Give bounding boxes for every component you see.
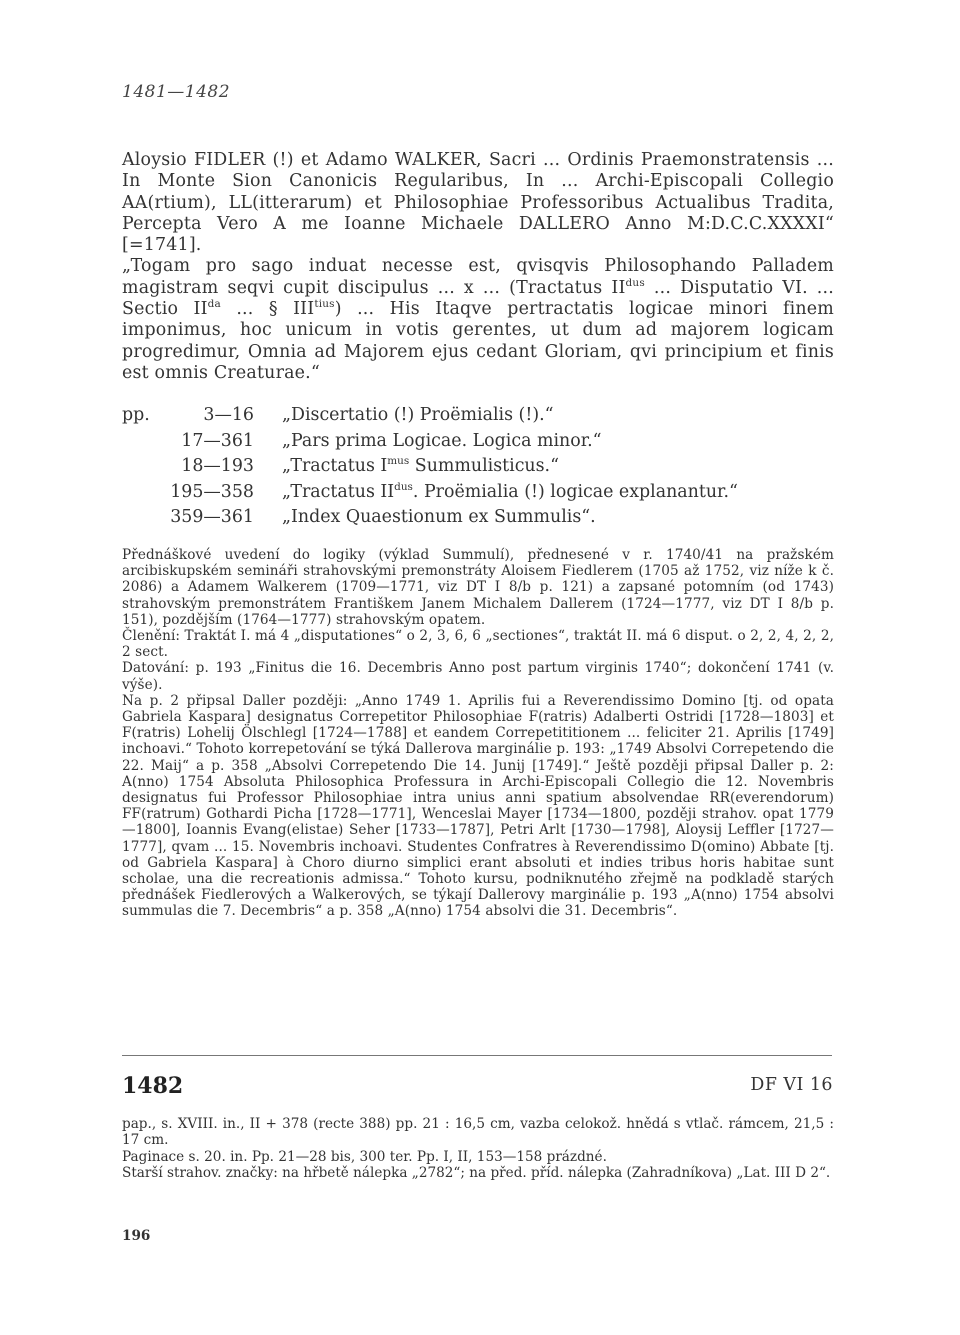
commentary-paragraph: Přednáškové uvedení do logiky (výklad Summulí), přednesené v r. 1740/41 na pražském arcibiskupském semináři strahovskými premonstráty Aloisem Fiedlerem (1705 až 1752, viz níže k č. 2086) a Adamem Walkerem (1709—1771, viz DT I 8/b p. 121) a zapsané potomním (od 1743) strahovským premonstrátem Františkem Janem Michalem Dallerem (1724—1777, viz DT I 8/b p. 151), pozdějším (1764—1777) strahovským opatem.: [122, 547, 834, 628]
section-title: „Discertatio (!) Proëmialis (!).“: [282, 405, 554, 425]
contents-row: [122, 429, 834, 455]
running-head: 1481—1482: [122, 82, 231, 102]
incipit-explicit-paragraph: „Togam pro sago induat necesse est, qvisqvis Philosophando Palladem magistram seqvi cupit discipulus ... x ... (Tractatus $II^{dus}$ ... Disputatio VI. ... Sectio $II^{da}$ ... § $III^{tius}$) ... His Itaqve pertractatis logicae minori finem imponimus, hoc unicum in votis gerentes, ut dum ad majorem logicam progredimur, Omnia ad Majorem ejus cedant Gloriam, qvi principium et finis est omnis Creaturae.“: [122, 256, 834, 383]
page-number: 196: [122, 1228, 151, 1244]
page-range: 359—361: [170, 507, 254, 527]
contents-table: [122, 403, 834, 531]
description-line: Starší strahov. značky: na hřbetě nálepka „2782“; na před. příd. nálepka (Zahradníkova) „Lat. III D 2“.: [122, 1165, 831, 1182]
description-line: Paginace s. 20. in. Pp. 21—28 bis, 300 ter. Pp. I, II, 153—158 prázdné.: [122, 1148, 607, 1165]
entry-divider: [122, 1055, 832, 1056]
commentary-paragraph: Na p. 2 připsal Daller později: „Anno 1749 1. Aprilis fui a Reverendissimo Domino [tj. od opata Gabriela Kaspara] designatus Correpetitor Philosophiae F(ratris) Adalberti Ostridi [1728—1803] et F(ratris) Lohelij Ölschlegl [1724—1788] et eandem Correpetititionem ... feliciter 21. Aprilis [1749] inchoavi.“ Tohoto korrepetování se týká Dallerova marginálie p. 193: „1749 Absolvi Correpetendo die 22. Maij“ a p. 358 „Absolvi Correpetendo Die 14. Junij [1749].“ Ještě později připsal Daller p. 2: A(nno) 1754 Absoluta Philosophica Professura in Archi-Episcopali Collegio die 12. Novembris designatus fui Professor Philosophiae intra unius anni spatium absolvendae RR(everendorum) FF(ratrum) Gothardi Picha [1728—1771], Wenceslai Mayer [1734—1800, později strahov. opat 1779—1800], Ioannis Evang(elistae) Seher [1733—1787], Petri Arlt [1730—1798], Aloysij Leffler [1727—1777], qvam ... 15. Novembris inchoavi. Studentes Confratres à Reverendissimo D(omino) Abbate [tj. od Gabriela Kaspara] à Choro diurno simplici erant absoluti et indies tribus horis habitae sunt scholae, una die recreationis admissa.“ Tohoto kursu, podniknutého zřejmě na podkladě starých přednášek Fiedlerových a Walkerových, se týkají Dallerovy marginálie p. 193 „A(nno) 1754 absolvi summulas die 7. Decembris“ a p. 358 „A(nno) 1754 absolvi die 31. Decembris“.: [122, 692, 834, 920]
page-range: 3—16: [203, 405, 254, 425]
section-title: „Pars prima Logicae. Logica minor.“: [282, 430, 602, 451]
section-title: „Tractatus $I^{mus}$ Summulisticus.“: [282, 455, 559, 476]
page-range: 17—361: [181, 430, 254, 451]
section-title: „Tractatus $II^{dus}$. Proëmialia (!) logicae explanantur.“: [282, 480, 738, 502]
pages-prefix: pp.: [122, 405, 150, 425]
description-line: pap., s. XVIII. in., II + 378 (recte 388) pp. 21 : 16,5 cm, vazba celokož. hnědá s vtlač. rámcem, 21,5 : 17 cm.: [122, 1116, 834, 1149]
contents-row: [122, 505, 834, 531]
page-range: 195—358: [170, 481, 254, 502]
commentary-paragraph: Členění: Traktát I. má 4 „disputationes“ o 2, 3, 6, 6 „sectiones“, traktát II. má 6 disput. o 2, 2, 4, 2, 2, 2 sect.: [122, 628, 834, 661]
manuscript-title-text: [122, 150, 834, 384]
dedication-paragraph: Aloysio FIDLER (!) et Adamo WALKER, Sacri ... Ordinis Praemonstratensis ... In Monte Sion Canonicis Regularibus, In ... Archi-Episcopali Collegio AA(rtium), LL(itterarum) et Philosophiae Professoribus Actualibus Tradita, Percepta Vero A me Ioanne Michaele DALLERO Anno M:D.C.C.XXXXI“ [=1741].: [122, 150, 834, 256]
shelf-signature: DF VI 16: [750, 1075, 833, 1095]
entry-number: 1482: [122, 1073, 184, 1099]
section-title: „Index Quaestionum ex Summulis“.: [282, 507, 596, 527]
entry-description: [122, 1116, 834, 1182]
commentary-block: [122, 547, 834, 920]
contents-row: [122, 454, 834, 480]
contents-row: [122, 403, 834, 429]
page-range: 18—193: [181, 456, 254, 476]
contents-row: [122, 480, 834, 506]
commentary-paragraph: Datování: p. 193 „Finitus die 16. Decembris Anno post partum virginis 1740“; dokončení 1741 (v. výše).: [122, 660, 834, 693]
